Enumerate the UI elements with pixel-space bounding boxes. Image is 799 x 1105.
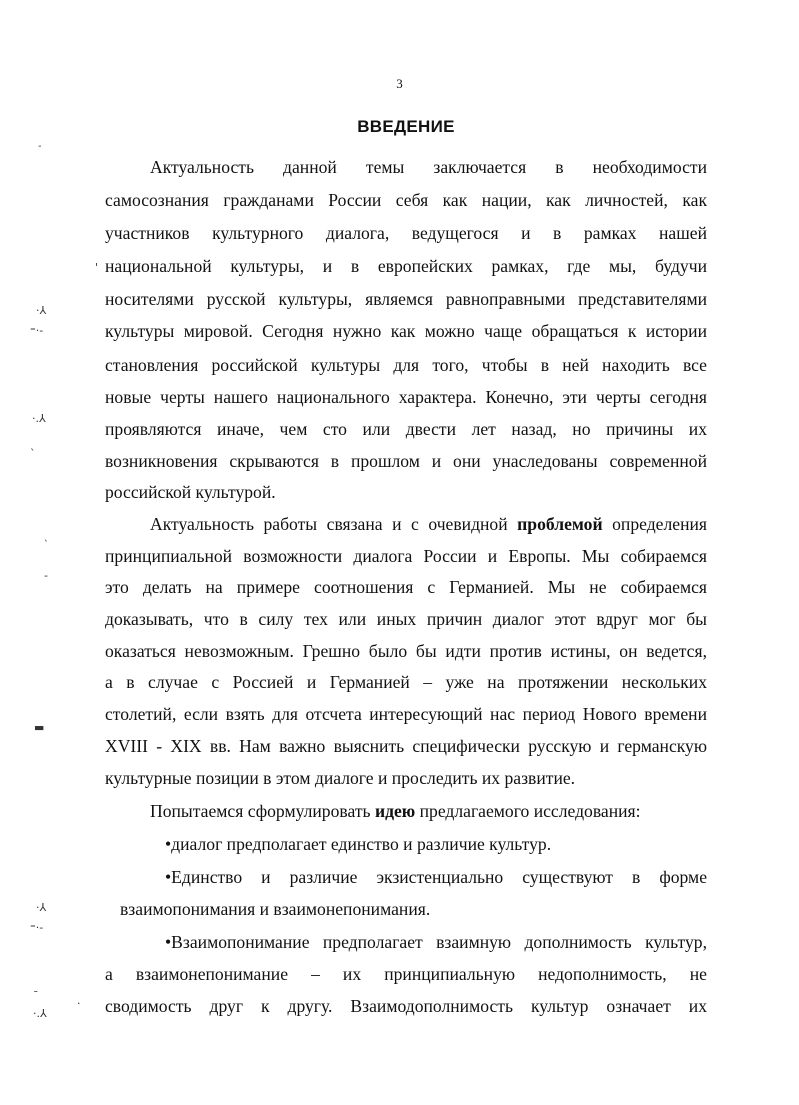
paragraph-line: национальной культуры, и в европейских рамках, где мы, будучи	[105, 256, 707, 276]
bullet-item: •диалог предполагает единство и различие культур.	[165, 834, 552, 854]
section-heading: ВВЕДЕНИЕ	[357, 117, 455, 136]
scan-artifact: ·⅄	[36, 304, 47, 317]
paragraph-line: оказаться невозможным. Грешно было бы идти против истины, он ведется,	[105, 641, 707, 661]
paragraph-line: новые черты нашего национального характера. Конечно, эти черты сегодня	[105, 387, 707, 407]
scan-artifact: '	[95, 261, 99, 274]
scan-artifact: ˋ	[30, 447, 36, 460]
scan-artifact: ⁼·-	[30, 324, 44, 337]
paragraph-line: носителями русской культуры, являемся равноправными представителями	[105, 289, 707, 309]
paragraph-line: а в случае с Россией и Германией – уже на протяжении нескольких	[105, 672, 707, 692]
paragraph-line: сводимость друг к другу. Взаимодополнимость культур означает их	[105, 996, 707, 1016]
paragraph-line: становления российской культуры для того, чтобы в ней находить все	[105, 355, 707, 375]
paragraph-line: столетий, если взять для отсчета интересующий нас период Нового времени	[105, 704, 707, 724]
scan-artifact: ▬	[34, 721, 45, 734]
scan-artifact: ·.⅄	[32, 412, 46, 425]
paragraph-line: российской культурой.	[105, 482, 276, 502]
bullet-item: •Единство и различие экзистенциально существуют в форме	[165, 867, 707, 887]
paragraph-text: предлагаемого исследования:	[415, 801, 641, 821]
keyword-idea: идею	[374, 801, 416, 821]
paragraph-line: самосознания гражданами России себя как нации, как личностей, как	[105, 190, 707, 210]
keyword-problem: проблемой	[517, 514, 603, 534]
paragraph-line: доказывать, что в силу тех или иных причин диалог этот вдруг мог бы	[105, 609, 707, 629]
paragraph-text: определения	[602, 514, 707, 534]
paragraph-line: взаимопонимания и взаимонепонимания.	[120, 899, 431, 919]
scan-artifact: ·⅄	[36, 901, 47, 914]
scan-artifact: ⁼·-	[30, 921, 44, 934]
scan-artifact: -	[44, 569, 48, 582]
scan-artifact: ·.⅄	[33, 1007, 47, 1020]
scan-artifact: ˴	[44, 533, 48, 546]
paragraph-line	[150, 513, 707, 535]
paragraph-text: Попытаемся сформулировать	[150, 801, 375, 821]
scan-artifact: ·	[77, 997, 81, 1010]
paragraph-line: это делать на примере соотношения с Германией. Мы не собираемся	[105, 577, 707, 597]
paragraph-line: культуры мировой. Сегодня нужно как можно чаще обращаться к истории	[105, 321, 707, 341]
paragraph-line: возникновения скрываются в прошлом и они унаследованы современной	[105, 451, 707, 471]
page-number: 3	[396, 76, 403, 91]
scan-artifact: ˗	[38, 139, 42, 152]
paragraph-line: а взаимонепонимание – их принципиальную недополнимость, не	[105, 964, 707, 984]
scan-artifact: ˉ	[33, 989, 39, 1002]
paragraph-text: Актуальность работы связана и с очевидной	[150, 514, 518, 534]
paragraph-line: Актуальность данной темы заключается в необходимости	[150, 157, 707, 177]
paragraph-line: XVIII - XIX вв. Нам важно выяснить специфически русскую и германскую	[105, 736, 707, 756]
paragraph-line: культурные позиции в этом диалоге и проследить их развитие.	[105, 768, 576, 788]
bullet-item: •Взаимопонимание предполагает взаимную дополнимость культур,	[165, 932, 707, 952]
paragraph-line: проявляются иначе, чем сто или двести лет назад, но причины их	[105, 419, 707, 439]
paragraph-line: принципиальной возможности диалога России и Европы. Мы собираемся	[105, 546, 707, 566]
paragraph-line: участников культурного диалога, ведущегося и в рамках нашей	[105, 223, 707, 243]
paragraph-line	[150, 800, 707, 822]
